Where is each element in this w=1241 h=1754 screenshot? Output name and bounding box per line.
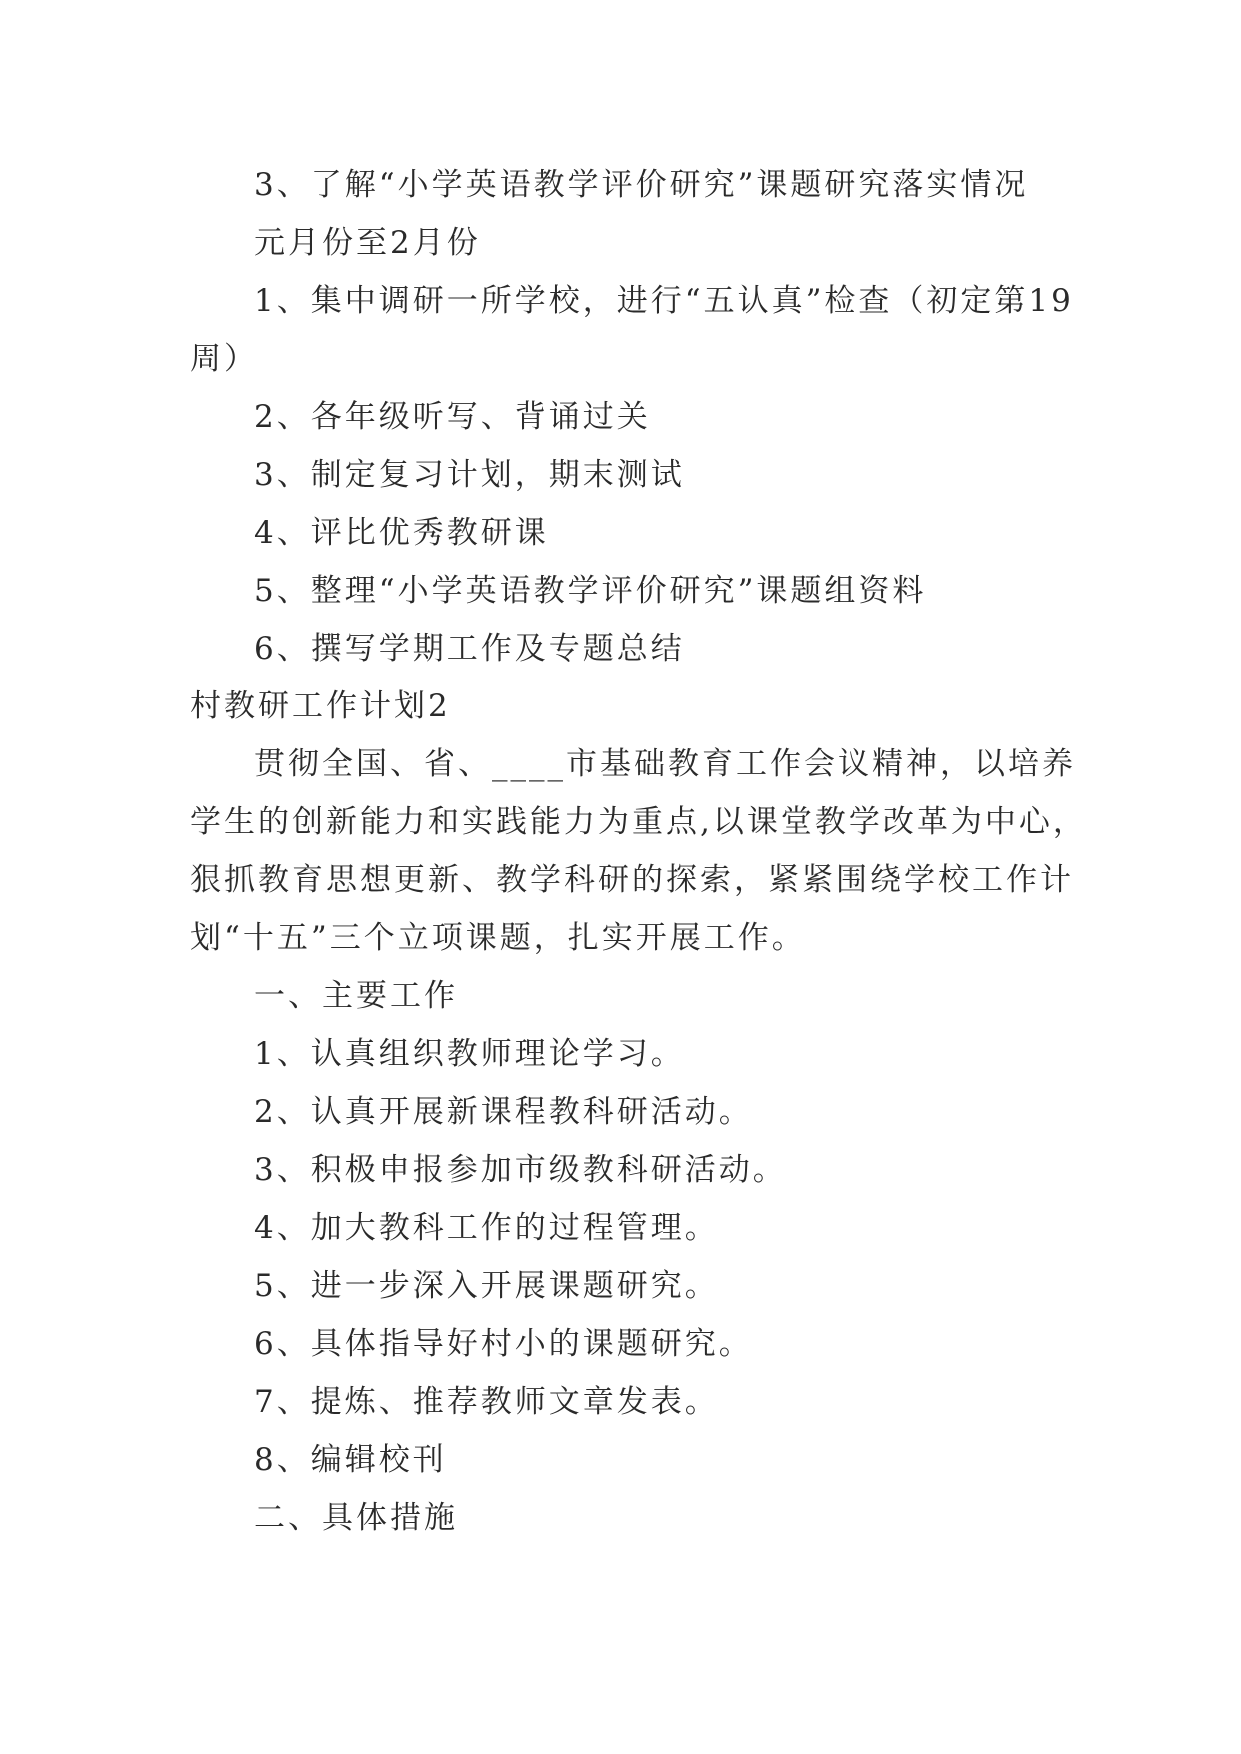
list-item: 7、提炼、推荐教师文章发表。 [254,1384,719,1420]
paragraph-line: 贯彻全国、省、____市基础教育工作会议精神，以培养 [254,746,1076,782]
list-item: 1、集中调研一所学校，进行“五认真”检查（初定第19 [254,283,1074,319]
list-item: 6、撰写学期工作及专题总结 [254,631,685,667]
section-title: 村教研工作计划2 [190,688,451,724]
section-heading: 一、主要工作 [254,978,458,1014]
list-item: 2、认真开展新课程教科研活动。 [254,1094,753,1130]
list-item: 5、整理“小学英语教学评价研究”课题组资料 [254,573,927,609]
list-item: 4、评比优秀教研课 [254,515,549,551]
list-item: 1、认真组织教师理论学习。 [254,1036,685,1072]
list-item: 4、加大教科工作的过程管理。 [254,1210,719,1246]
list-item: 8、编辑校刊 [254,1442,447,1478]
list-item: 3、制定复习计划，期末测试 [254,457,685,493]
list-item: 5、进一步深入开展课题研究。 [254,1268,719,1304]
period-heading: 元月份至2月份 [254,225,481,261]
text-line: 3、了解“小学英语教学评价研究”课题研究落实情况 [254,167,1029,203]
list-item: 6、具体指导好村小的课题研究。 [254,1326,753,1362]
list-item: 3、积极申报参加市级教科研活动。 [254,1152,787,1188]
paragraph-line: 划“十五”三个立项课题，扎实开展工作。 [190,920,806,956]
paragraph-line: 狠抓教育思想更新、教学科研的探索，紧紧围绕学校工作计 [190,862,1074,898]
list-item: 2、各年级听写、背诵过关 [254,399,651,435]
paragraph-line: 学生的创新能力和实践能力为重点,以课堂教学改革为中心， [190,804,1087,840]
section-heading: 二、具体措施 [254,1500,458,1536]
list-item-continuation: 周） [190,341,258,377]
